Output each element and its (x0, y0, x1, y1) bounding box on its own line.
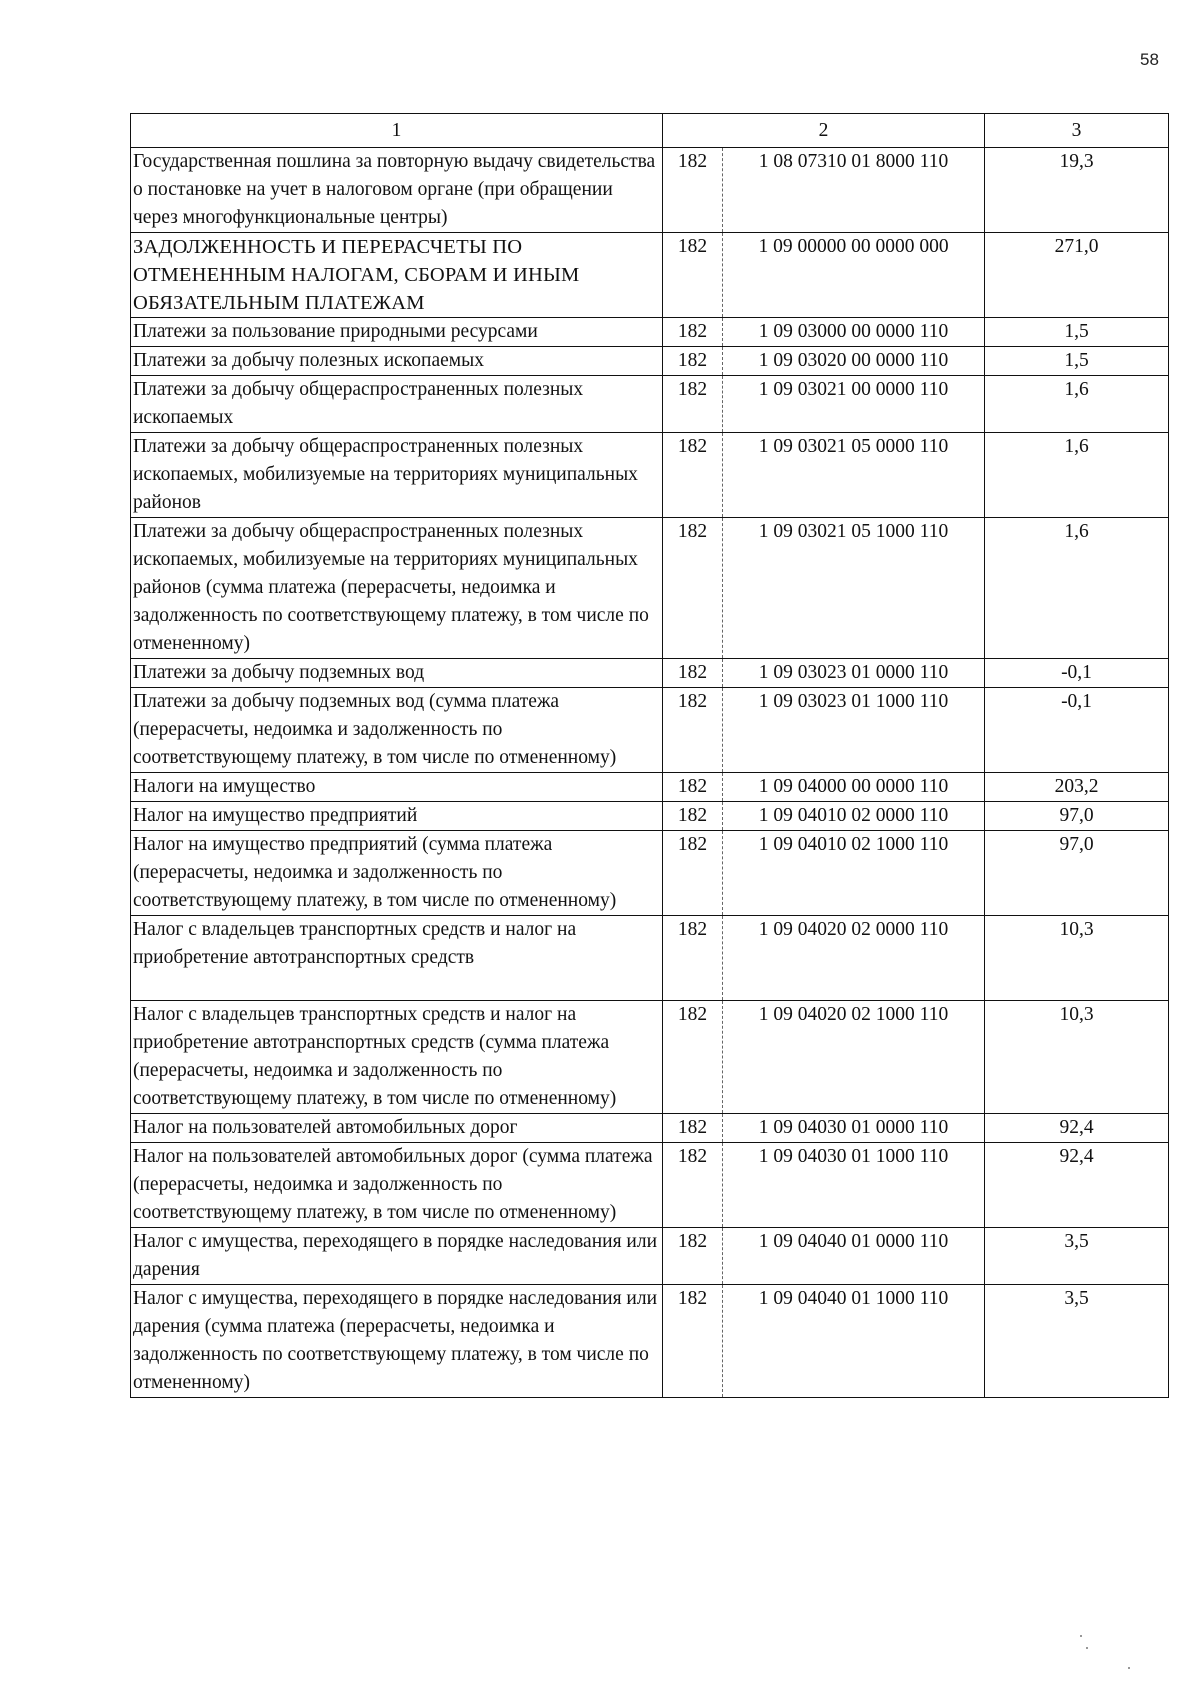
row-budget-code-cell: 1 09 04030 01 0000 110 (723, 1114, 985, 1143)
row-sum-cell: 1,6 (985, 433, 1169, 518)
row-sum-cell: 10,3 (985, 916, 1169, 1001)
row-admin-code-cell: 182 (663, 318, 723, 347)
header-cell-code: 2 (663, 114, 985, 148)
row-admin-code-cell: 182 (663, 347, 723, 376)
row-admin-code-cell: 182 (663, 433, 723, 518)
table-body (131, 114, 1169, 1398)
row-admin-code-cell: 182 (663, 376, 723, 433)
row-budget-code-cell: 1 09 03023 01 1000 110 (723, 688, 985, 773)
row-sum-cell: -0,1 (985, 688, 1169, 773)
row-admin-code-cell: 182 (663, 1228, 723, 1285)
row-sum-cell: 92,4 (985, 1114, 1169, 1143)
table-row (131, 433, 1169, 518)
row-budget-code-cell: 1 09 04000 00 0000 110 (723, 773, 985, 802)
row-sum-cell: 1,6 (985, 518, 1169, 659)
scan-speck (1128, 1667, 1130, 1669)
row-sum-cell: 3,5 (985, 1285, 1169, 1398)
row-sum-cell: 92,4 (985, 1143, 1169, 1228)
row-name-cell: Государственная пошлина за повторную выдачу свидетельства о постановке на учет в налоговом органе (при обращении через многофункциональные центры) (131, 148, 663, 233)
row-sum-cell: -0,1 (985, 659, 1169, 688)
row-sum-cell: 203,2 (985, 773, 1169, 802)
row-sum-cell: 1,5 (985, 347, 1169, 376)
row-name-cell: Платежи за добычу общераспространенных полезных ископаемых, мобилизуемые на территориях муниципальных районов (сумма платежа (перерасчеты, недоимка и задолженность по соответствующему платежу, в том числе по отмененному) (131, 518, 663, 659)
table-row (131, 1228, 1169, 1285)
scan-speck (1086, 1647, 1088, 1649)
row-budget-code-cell: 1 09 04030 01 1000 110 (723, 1143, 985, 1228)
scan-speck (1080, 1635, 1082, 1637)
row-budget-code-cell: 1 09 04010 02 0000 110 (723, 802, 985, 831)
row-budget-code-cell: 1 09 00000 00 0000 000 (723, 233, 985, 318)
row-name-cell: Платежи за добычу общераспространенных полезных ископаемых (131, 376, 663, 433)
table-header-row (131, 114, 1169, 148)
row-name-cell: Платежи за добычу подземных вод (131, 659, 663, 688)
table-row (131, 659, 1169, 688)
row-budget-code-cell: 1 09 03023 01 0000 110 (723, 659, 985, 688)
row-name-cell: Налог на пользователей автомобильных дорог (131, 1114, 663, 1143)
row-name-cell: Платежи за добычу полезных ископаемых (131, 347, 663, 376)
row-budget-code-cell: 1 08 07310 01 8000 110 (723, 148, 985, 233)
header-cell-name: 1 (131, 114, 663, 148)
row-budget-code-cell: 1 09 04010 02 1000 110 (723, 831, 985, 916)
row-admin-code-cell: 182 (663, 1143, 723, 1228)
row-budget-code-cell: 1 09 04020 02 1000 110 (723, 1001, 985, 1114)
row-name-cell: Налог с имущества, переходящего в порядке наследования или дарения (131, 1228, 663, 1285)
table-row (131, 148, 1169, 233)
row-admin-code-cell: 182 (663, 802, 723, 831)
row-admin-code-cell: 182 (663, 773, 723, 802)
row-sum-cell: 97,0 (985, 831, 1169, 916)
row-admin-code-cell: 182 (663, 1285, 723, 1398)
row-name-cell: Налог на имущество предприятий (сумма платежа (перерасчеты, недоимка и задолженность по соответствующему платежу, в том числе по отмененному) (131, 831, 663, 916)
row-budget-code-cell: 1 09 03020 00 0000 110 (723, 347, 985, 376)
row-admin-code-cell: 182 (663, 688, 723, 773)
row-name-cell: ЗАДОЛЖЕННОСТЬ И ПЕРЕРАСЧЕТЫ ПО ОТМЕНЕННЫМ НАЛОГАМ, СБОРАМ И ИНЫМ ОБЯЗАТЕЛЬНЫМ ПЛАТЕЖАМ (131, 233, 663, 318)
table-row (131, 318, 1169, 347)
table-row (131, 1114, 1169, 1143)
row-sum-cell: 19,3 (985, 148, 1169, 233)
row-name-cell: Налог с владельцев транспортных средств и налог на приобретение автотранспортных средств (сумма платежа (перерасчеты, недоимка и задолженность по соответствующему платежу, в том числе по отмененному) (131, 1001, 663, 1114)
row-name-cell: Платежи за добычу подземных вод (сумма платежа (перерасчеты, недоимка и задолженность по соответствующему платежу, в том числе по отмененному) (131, 688, 663, 773)
row-budget-code-cell: 1 09 03021 05 1000 110 (723, 518, 985, 659)
row-admin-code-cell: 182 (663, 916, 723, 1001)
table-row (131, 376, 1169, 433)
row-budget-code-cell: 1 09 03021 05 0000 110 (723, 433, 985, 518)
row-admin-code-cell: 182 (663, 1001, 723, 1114)
table-row (131, 773, 1169, 802)
header-cell-sum: 3 (985, 114, 1169, 148)
row-admin-code-cell: 182 (663, 148, 723, 233)
row-admin-code-cell: 182 (663, 518, 723, 659)
row-name-cell: Налог на имущество предприятий (131, 802, 663, 831)
row-name-cell: Налог с имущества, переходящего в порядке наследования или дарения (сумма платежа (перерасчеты, недоимка и задолженность по соответствующему платежу, в том числе по отмененному) (131, 1285, 663, 1398)
row-name-cell: Налог с владельцев транспортных средств и налог на приобретение автотранспортных средств (131, 916, 663, 1001)
table-row (131, 1285, 1169, 1398)
row-admin-code-cell: 182 (663, 233, 723, 318)
row-budget-code-cell: 1 09 03000 00 0000 110 (723, 318, 985, 347)
row-sum-cell: 1,5 (985, 318, 1169, 347)
row-name-cell: Платежи за добычу общераспространенных полезных ископаемых, мобилизуемые на территориях муниципальных районов (131, 433, 663, 518)
table-row (131, 233, 1169, 318)
row-name-cell: Налог на пользователей автомобильных дорог (сумма платежа (перерасчеты, недоимка и задолженность по соответствующему платежу, в том числе по отмененному) (131, 1143, 663, 1228)
row-budget-code-cell: 1 09 04040 01 0000 110 (723, 1228, 985, 1285)
row-admin-code-cell: 182 (663, 659, 723, 688)
table-row (131, 688, 1169, 773)
table-row (131, 802, 1169, 831)
row-name-cell: Платежи за пользование природными ресурсами (131, 318, 663, 347)
row-sum-cell: 1,6 (985, 376, 1169, 433)
row-sum-cell: 10,3 (985, 1001, 1169, 1114)
row-name-cell: Налоги на имущество (131, 773, 663, 802)
row-admin-code-cell: 182 (663, 1114, 723, 1143)
row-sum-cell: 271,0 (985, 233, 1169, 318)
row-budget-code-cell: 1 09 03021 00 0000 110 (723, 376, 985, 433)
table-row (131, 347, 1169, 376)
row-admin-code-cell: 182 (663, 831, 723, 916)
row-budget-code-cell: 1 09 04040 01 1000 110 (723, 1285, 985, 1398)
table-row (131, 518, 1169, 659)
page-number: 58 (1140, 50, 1159, 69)
table-row (131, 1143, 1169, 1228)
row-sum-cell: 97,0 (985, 802, 1169, 831)
budget-revenue-table (130, 113, 1169, 1398)
row-sum-cell: 3,5 (985, 1228, 1169, 1285)
table-row (131, 916, 1169, 1001)
table-row (131, 831, 1169, 916)
row-budget-code-cell: 1 09 04020 02 0000 110 (723, 916, 985, 1001)
table-row (131, 1001, 1169, 1114)
